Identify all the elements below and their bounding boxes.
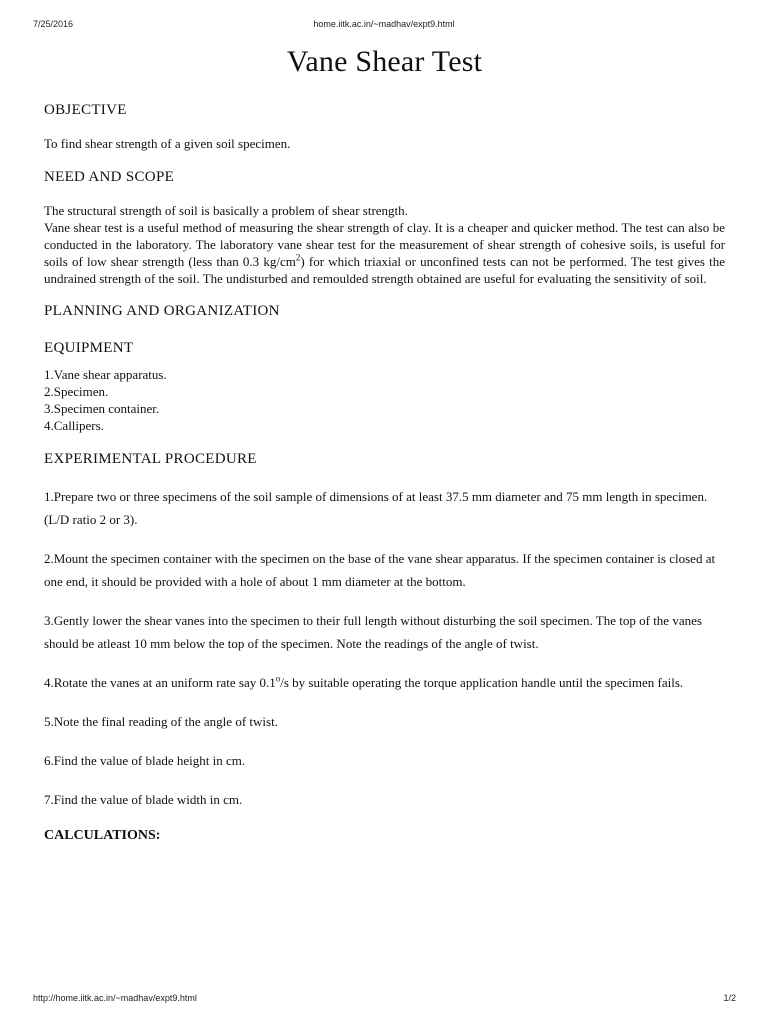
step4-text-b: /s by suitable operating the torque application handle until the specimen fails. bbox=[280, 675, 684, 690]
calculations-heading: CALCULATIONS: bbox=[44, 828, 161, 843]
page-title: Vane Shear Test bbox=[286, 45, 483, 78]
step4-text-a: 4.Rotate the vanes at an uniform rate say 0.1 bbox=[44, 675, 276, 690]
need-scope-sup: 2 bbox=[295, 252, 301, 263]
need-scope-text-a: Vane shear test is a useful method of measuring the shear strength of clay. It is a cheaper and quicker method. The test can also be conducted in the laboratory. The laboratory vane shear test for the measurement of shear strength of cohesive soils, is useful for soils of low shear strength (less than 0.3 kg/cm bbox=[44, 220, 725, 269]
list-item: 1.Vane shear apparatus. bbox=[44, 367, 167, 382]
procedure-step-4 bbox=[44, 671, 725, 694]
need-scope-text-b: ) for which triaxial or unconfined tests can not be performed. The test gives the undrained strength of the soil. The undisturbed and remoulded strength obtained are useful for evaluating the sensitivity of soil. bbox=[44, 254, 725, 286]
objective-text: To find shear strength of a given soil specimen. bbox=[44, 136, 291, 151]
footer-url: http://home.iitk.ac.in/~madhav/expt9.html bbox=[33, 993, 197, 1003]
step4-sup: o bbox=[275, 673, 281, 684]
procedure-steps bbox=[44, 485, 725, 811]
need-scope-paragraph bbox=[44, 219, 725, 287]
procedure-step-2: 2.Mount the specimen container with the specimen on the base of the vane shear apparatus. If the specimen container is closed at one end, it should be provided with a hole of about 1 mm diameter at the bottom. bbox=[44, 551, 716, 589]
page-number: 1/2 bbox=[723, 993, 736, 1003]
print-date: 7/25/2016 bbox=[33, 19, 74, 29]
equipment-heading: EQUIPMENT bbox=[44, 340, 134, 356]
procedure-step-1: 1.Prepare two or three specimens of the soil sample of dimensions of at least 37.5 mm diameter and 75 mm length in specimen.(L/D ratio 2 or 3). bbox=[44, 489, 708, 527]
procedure-step-6: 6.Find the value of blade height in cm. bbox=[44, 753, 246, 768]
procedure-step-7: 7.Find the value of blade width in cm. bbox=[44, 792, 243, 807]
list-item: 2.Specimen. bbox=[44, 384, 109, 399]
procedure-heading: EXPERIMENTAL PROCEDURE bbox=[44, 451, 257, 467]
objective-heading: OBJECTIVE bbox=[44, 102, 127, 118]
list-item: 3.Specimen container. bbox=[44, 401, 160, 416]
list-item: 4.Callipers. bbox=[44, 418, 104, 433]
planning-heading: PLANNING AND ORGANIZATION bbox=[44, 303, 280, 319]
procedure-step-5: 5.Note the final reading of the angle of twist. bbox=[44, 714, 278, 729]
procedure-step-3: 3.Gently lower the shear vanes into the specimen to their full length without disturbing the soil specimen. The top of the vanes should be atleast 10 mm below the top of the specimen. Note the readings of the angle of twist. bbox=[44, 613, 702, 651]
print-url: home.iitk.ac.in/~madhav/expt9.html bbox=[313, 19, 455, 29]
need-scope-heading: NEED AND SCOPE bbox=[44, 169, 175, 185]
document-body bbox=[44, 42, 725, 844]
equipment-list bbox=[44, 366, 725, 434]
need-scope-line1: The structural strength of soil is basically a problem of shear strength. bbox=[44, 203, 408, 218]
